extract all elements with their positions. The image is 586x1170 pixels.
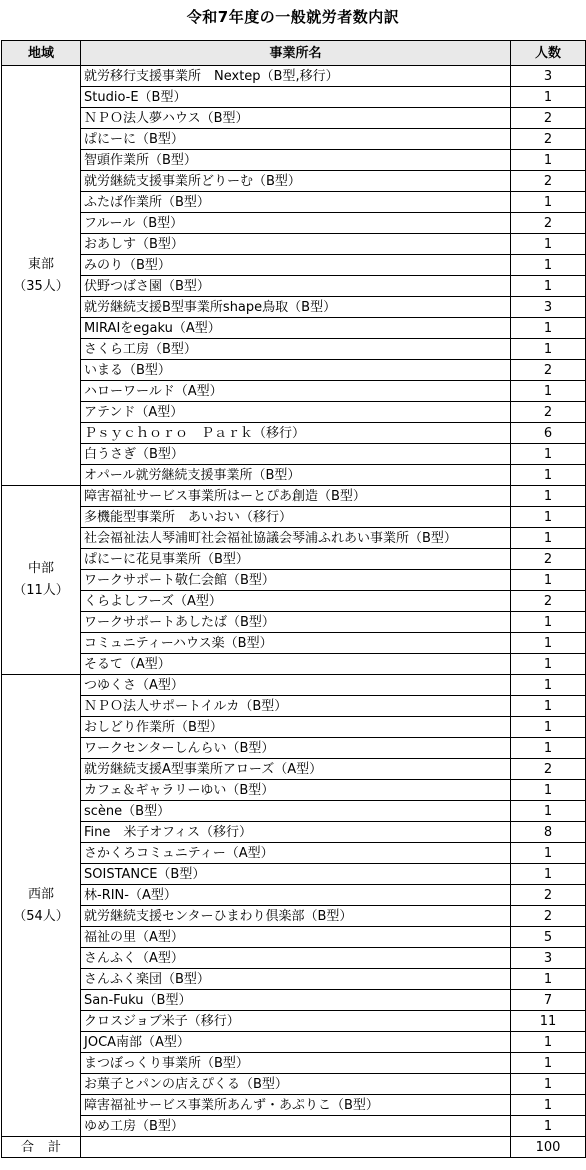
table-row [2,822,586,843]
office-name-cell: そるて（A型） [81,654,511,675]
table-row [2,465,586,486]
table-row [2,108,586,129]
office-name-cell: ワークサポート敬仁会館（B型） [81,570,511,591]
office-name-cell: オパール就労継続支援事業所（B型） [81,465,511,486]
count-cell: 1 [511,654,586,675]
count-cell: 1 [511,633,586,654]
office-name-cell: 社会福祉法人琴浦町社会福祉協議会琴浦ふれあい事業所（B型） [81,528,511,549]
region-cell [2,66,81,486]
count-cell: 2 [511,549,586,570]
count-cell: 2 [511,129,586,150]
count-cell: 3 [511,297,586,318]
office-name-cell: さんふく（A型） [81,948,511,969]
office-name-cell: ＮＰＯ法人サポートイルカ（B型） [81,696,511,717]
table-body [2,66,586,1137]
table-row [2,654,586,675]
table-row [2,780,586,801]
count-cell: 1 [511,801,586,822]
office-name-cell: 白うさぎ（B型） [81,444,511,465]
header-office: 事業所名 [81,41,511,66]
table-row [2,969,586,990]
region-name: 西部 [27,886,54,902]
table-row [2,990,586,1011]
table-row [2,570,586,591]
table-row [2,1011,586,1032]
table-row [2,843,586,864]
count-cell: 1 [511,255,586,276]
count-cell: 1 [511,528,586,549]
table-row [2,507,586,528]
office-name-cell: みのり（B型） [81,255,511,276]
count-cell: 1 [511,1074,586,1095]
count-cell: 1 [511,675,586,696]
count-cell: 1 [511,318,586,339]
office-name-cell: scène（B型） [81,801,511,822]
table-row [2,276,586,297]
page-title: 令和7年度の一般就労者数内訳 [186,8,400,26]
count-cell: 2 [511,759,586,780]
table-row [2,591,586,612]
count-cell: 3 [511,66,586,87]
count-cell: 7 [511,990,586,1011]
office-name-cell: まつぼっくり事業所（B型） [81,1053,511,1074]
table-row [2,129,586,150]
count-cell: 1 [511,717,586,738]
count-cell: 2 [511,108,586,129]
table-row [2,1032,586,1053]
count-cell: 6 [511,423,586,444]
office-name-cell: JOCA南部（A型） [81,1032,511,1053]
office-name-cell: くらよしフーズ（A型） [81,591,511,612]
table-row [2,1074,586,1095]
table-row [2,549,586,570]
count-cell: 2 [511,213,586,234]
table-row [2,255,586,276]
office-name-cell: SOISTANCE（B型） [81,864,511,885]
table-row [2,612,586,633]
count-cell: 1 [511,192,586,213]
table-row [2,423,586,444]
table-row [2,1053,586,1074]
table-row [2,864,586,885]
count-cell: 11 [511,1011,586,1032]
office-name-cell: 林-RIN-（A型） [81,885,511,906]
office-name-cell: 智頭作業所（B型） [81,150,511,171]
office-name-cell: 就労継続支援B型事業所shape鳥取（B型） [81,297,511,318]
office-name-cell: 多機能型事業所 あいおい（移行） [81,507,511,528]
count-cell: 5 [511,927,586,948]
region-subtotal: （11人） [13,583,69,598]
count-cell: 1 [511,465,586,486]
table-header-row [2,41,586,66]
office-name-cell: 障害福祉サービス事業所はーとぴあ創造（B型） [81,486,511,507]
office-name-cell: Studio-E（B型） [81,87,511,108]
office-name-cell: 就労継続支援A型事業所アローズ（A型） [81,759,511,780]
count-cell: 3 [511,948,586,969]
count-cell: 1 [511,969,586,990]
office-name-cell: Fine 米子オフィス（移行） [81,822,511,843]
office-name-cell: ぱにーに花見事業所（B型） [81,549,511,570]
table-row [2,759,586,780]
office-name-cell: MIRAIをegaku（A型） [81,318,511,339]
office-name-cell: San-Fuku（B型） [81,990,511,1011]
office-name-cell: ＮＰＯ法人夢ハウス（B型） [81,108,511,129]
table-row [2,885,586,906]
count-cell: 1 [511,780,586,801]
table-row [2,87,586,108]
office-name-cell: フルール（B型） [81,213,511,234]
office-name-cell: ぱにーに（B型） [81,129,511,150]
count-cell: 1 [511,276,586,297]
table-row [2,906,586,927]
header-count: 人数 [511,41,586,66]
office-name-cell: さくら工房（B型） [81,339,511,360]
table-row [2,66,586,87]
total-label: 合計 [2,1137,81,1158]
table-row [2,633,586,654]
table-row [2,360,586,381]
count-cell: 1 [511,864,586,885]
office-name-cell: ワークサポートあしたば（B型） [81,612,511,633]
office-name-cell: 伏野つばさ園（B型） [81,276,511,297]
count-cell: 8 [511,822,586,843]
table-row [2,339,586,360]
count-cell: 2 [511,402,586,423]
table-row [2,696,586,717]
office-name-cell: ワークセンターしんらい（B型） [81,738,511,759]
count-cell: 1 [511,150,586,171]
count-cell: 1 [511,444,586,465]
table-row [2,318,586,339]
total-blank-cell [81,1137,511,1158]
count-cell: 1 [511,1095,586,1116]
office-name-cell: 就労継続支援事業所どりーむ（B型） [81,171,511,192]
office-name-cell: 福祉の里（A型） [81,927,511,948]
count-cell: 1 [511,738,586,759]
table-row [2,1116,586,1137]
table-row [2,381,586,402]
count-cell: 2 [511,171,586,192]
office-name-cell: さんふく楽団（B型） [81,969,511,990]
table-row [2,486,586,507]
table-row [2,234,586,255]
table-row [2,927,586,948]
header-region: 地域 [2,41,81,66]
table-row [2,1095,586,1116]
office-name-cell: 就労移行支援事業所 Nextep（B型,移行） [81,66,511,87]
table-row [2,297,586,318]
region-cell [2,675,81,1137]
count-cell: 2 [511,360,586,381]
office-name-cell: ふたば作業所（B型） [81,192,511,213]
count-cell: 1 [511,1053,586,1074]
count-cell: 2 [511,591,586,612]
count-cell: 1 [511,570,586,591]
total-row [2,1137,586,1158]
office-name-cell: カフェ＆ギャラリーゆい（B型） [81,780,511,801]
office-name-cell: クロスジョブ米子（移行） [81,1011,511,1032]
region-cell [2,486,81,675]
count-cell: 1 [511,612,586,633]
table-row [2,738,586,759]
office-name-cell: おあしす（B型） [81,234,511,255]
total-value: 100 [511,1137,586,1158]
count-cell: 1 [511,87,586,108]
count-cell: 1 [511,381,586,402]
office-name-cell: いまる（B型） [81,360,511,381]
office-name-cell: アテンド（A型） [81,402,511,423]
count-cell: 1 [511,843,586,864]
office-name-cell: さかくろコミュニティー（A型） [81,843,511,864]
table-row [2,444,586,465]
office-name-cell: ゆめ工房（B型） [81,1116,511,1137]
office-name-cell: お菓子とパンの店えぴくる（B型） [81,1074,511,1095]
region-subtotal: （54人） [13,908,69,924]
count-cell: 1 [511,507,586,528]
employment-table [1,40,586,1158]
office-name-cell: 就労継続支援センターひまわり倶楽部（B型） [81,906,511,927]
count-cell: 1 [511,1116,586,1137]
count-cell: 1 [511,1032,586,1053]
table-row [2,948,586,969]
table-row [2,150,586,171]
region-subtotal: （35人） [13,278,69,294]
office-name-cell: ハローワールド（A型） [81,381,511,402]
count-cell: 1 [511,696,586,717]
count-cell: 1 [511,486,586,507]
count-cell: 2 [511,885,586,906]
region-name: 中部 [27,561,54,576]
table-row [2,528,586,549]
office-name-cell: コミュニティーハウス楽（B型） [81,633,511,654]
region-name: 東部 [27,256,54,272]
count-cell: 1 [511,234,586,255]
office-name-cell: つゆくさ（A型） [81,675,511,696]
table-row [2,171,586,192]
office-name-cell: おしどり作業所（B型） [81,717,511,738]
table-row [2,675,586,696]
table-row [2,402,586,423]
office-name-cell: Ｐｓｙｃｈｏｒｏ Ｐａｒｋ（移行） [81,423,511,444]
office-name-cell: 障害福祉サービス事業所あんず・あぷりこ（B型） [81,1095,511,1116]
count-cell: 1 [511,339,586,360]
count-cell: 2 [511,906,586,927]
table-row [2,717,586,738]
table-row [2,801,586,822]
table-row [2,192,586,213]
table-row [2,213,586,234]
